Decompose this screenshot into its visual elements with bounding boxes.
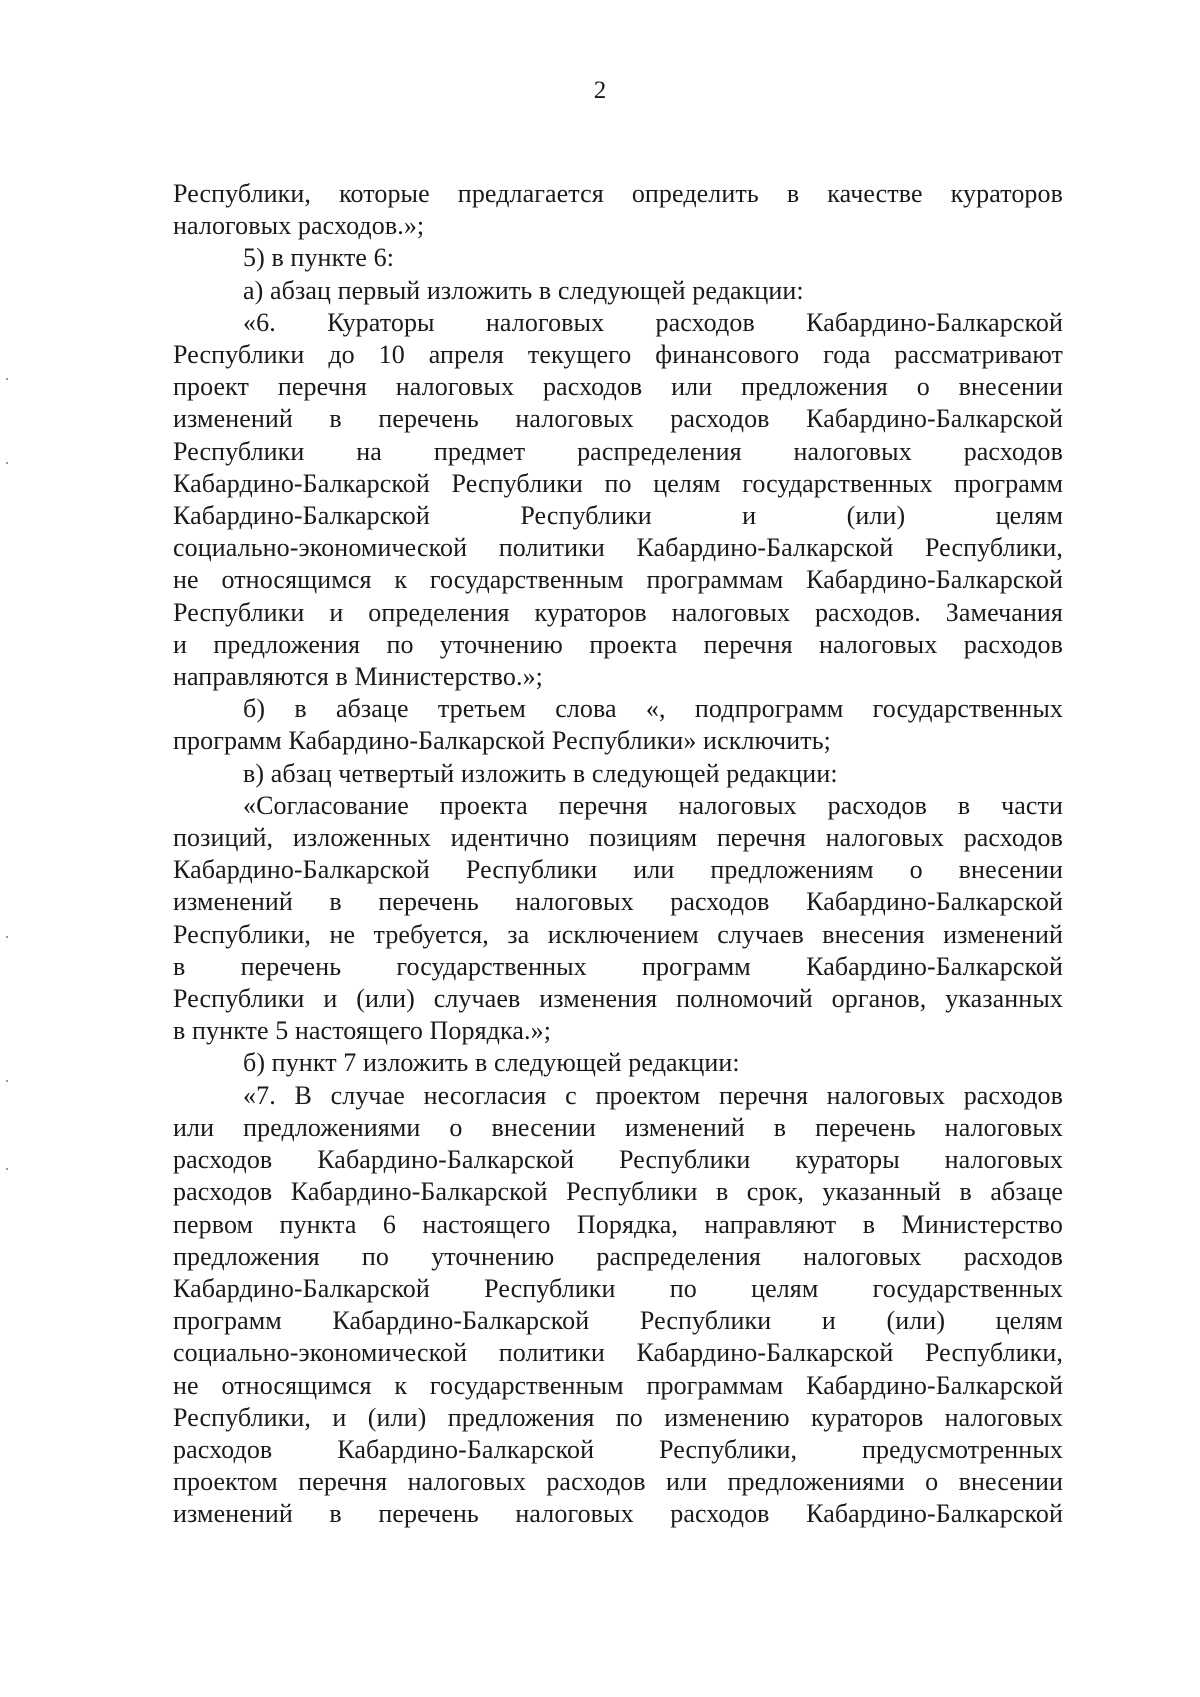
text-line: предложения по уточнению распределения налоговых расходов [173, 1241, 1063, 1271]
text-line: Кабардино-Балкарской Республики по целям государственных [173, 1273, 1063, 1303]
text-line: изменений в перечень налоговых расходов Кабардино-Балкарской [173, 887, 1063, 917]
paragraph [173, 1080, 1063, 1531]
paragraph [173, 242, 1063, 274]
text-line: позиций, изложенных идентично позициям перечня налоговых расходов [173, 823, 1063, 853]
paragraph [173, 693, 1063, 757]
text-line: расходов Кабардино-Балкарской Республики в срок, указанный в абзаце [173, 1177, 1063, 1207]
text-line: и предложения по уточнению проекта перечня налоговых расходов [173, 629, 1063, 659]
text-line: расходов Кабардино-Балкарской Республики кураторы налоговых [173, 1145, 1063, 1175]
text-line: б) пункт 7 изложить в следующей редакции: [243, 1048, 740, 1078]
text-line: Кабардино-Балкарской Республики по целям государственных программ [173, 468, 1063, 498]
scan-artifact [6, 378, 8, 380]
text-line: Республики и определения кураторов налоговых расходов. Замечания [173, 597, 1063, 627]
text-line: а) абзац первый изложить в следующей редакции: [243, 275, 804, 305]
text-line: не относящимся к государственным программам Кабардино-Балкарской [173, 565, 1063, 595]
text-line: Республики, которые предлагается определить в качестве кураторов [173, 179, 1063, 208]
paragraph [173, 178, 1063, 242]
text-line: «Согласование проекта перечня налоговых расходов в части [243, 790, 1063, 820]
text-line: 5) в пункте 6: [243, 243, 395, 273]
text-line: Республики на предмет распределения налоговых расходов [173, 436, 1063, 466]
paragraph [173, 758, 1063, 790]
document-body [173, 178, 1063, 1531]
scan-artifact [6, 1080, 8, 1082]
text-line: или предложениями о внесении изменений в перечень налоговых [173, 1112, 1063, 1142]
text-line: б) в абзаце третьем слова «, подпрограмм государственных [243, 694, 1063, 724]
text-line: проектом перечня налоговых расходов или предложениями о внесении [173, 1467, 1063, 1497]
page-number: 2 [593, 77, 607, 104]
text-line: изменений в перечень налоговых расходов Кабардино-Балкарской [173, 1499, 1063, 1529]
text-line: социально-экономической политики Кабардино-Балкарской Республики, [173, 533, 1063, 563]
text-line: первом пункта 6 настоящего Порядка, направляют в Министерство [173, 1209, 1063, 1239]
text-line: налоговых расходов.»; [173, 211, 425, 241]
paragraph [173, 307, 1063, 693]
text-line: направляются в Министерство.»; [173, 662, 543, 692]
text-line: Республики до 10 апреля текущего финансового года рассматривают [173, 340, 1063, 370]
text-line: Кабардино-Балкарской Республики и (или) целям [173, 501, 1063, 531]
text-line: «6. Кураторы налоговых расходов Кабардино-Балкарской [243, 307, 1063, 337]
paragraph [173, 1047, 1063, 1079]
text-line: в) абзац четвертый изложить в следующей редакции: [243, 758, 838, 788]
scan-artifact [6, 936, 8, 938]
text-line: Кабардино-Балкарской Республики или предложениям о внесении [173, 855, 1063, 885]
text-line: расходов Кабардино-Балкарской Республики, предусмотренных [173, 1434, 1063, 1464]
text-line: в пункте 5 настоящего Порядка.»; [173, 1016, 552, 1046]
text-line: Республики и (или) случаев изменения полномочий органов, указанных [173, 984, 1063, 1014]
paragraph [173, 275, 1063, 307]
text-line: в перечень государственных программ Кабардино-Балкарской [173, 951, 1063, 981]
text-line: программ Кабардино-Балкарской Республики и (или) целям [173, 1306, 1063, 1336]
text-line: программ Кабардино-Балкарской Республики» исключить; [173, 726, 831, 756]
text-line: социально-экономической политики Кабардино-Балкарской Республики, [173, 1338, 1063, 1368]
paragraph [173, 790, 1063, 1048]
text-line: Республики, и (или) предложения по изменению кураторов налоговых [173, 1402, 1063, 1432]
text-line: Республики, не требуется, за исключением случаев внесения изменений [173, 919, 1063, 949]
text-line: «7. В случае несогласия с проектом перечня налоговых расходов [243, 1080, 1063, 1110]
text-line: проект перечня налоговых расходов или предложения о внесении [173, 372, 1063, 402]
scan-artifact [6, 462, 8, 464]
text-line: изменений в перечень налоговых расходов Кабардино-Балкарской [173, 404, 1063, 434]
text-line: не относящимся к государственным программам Кабардино-Балкарской [173, 1370, 1063, 1400]
scan-artifact [6, 1168, 8, 1170]
